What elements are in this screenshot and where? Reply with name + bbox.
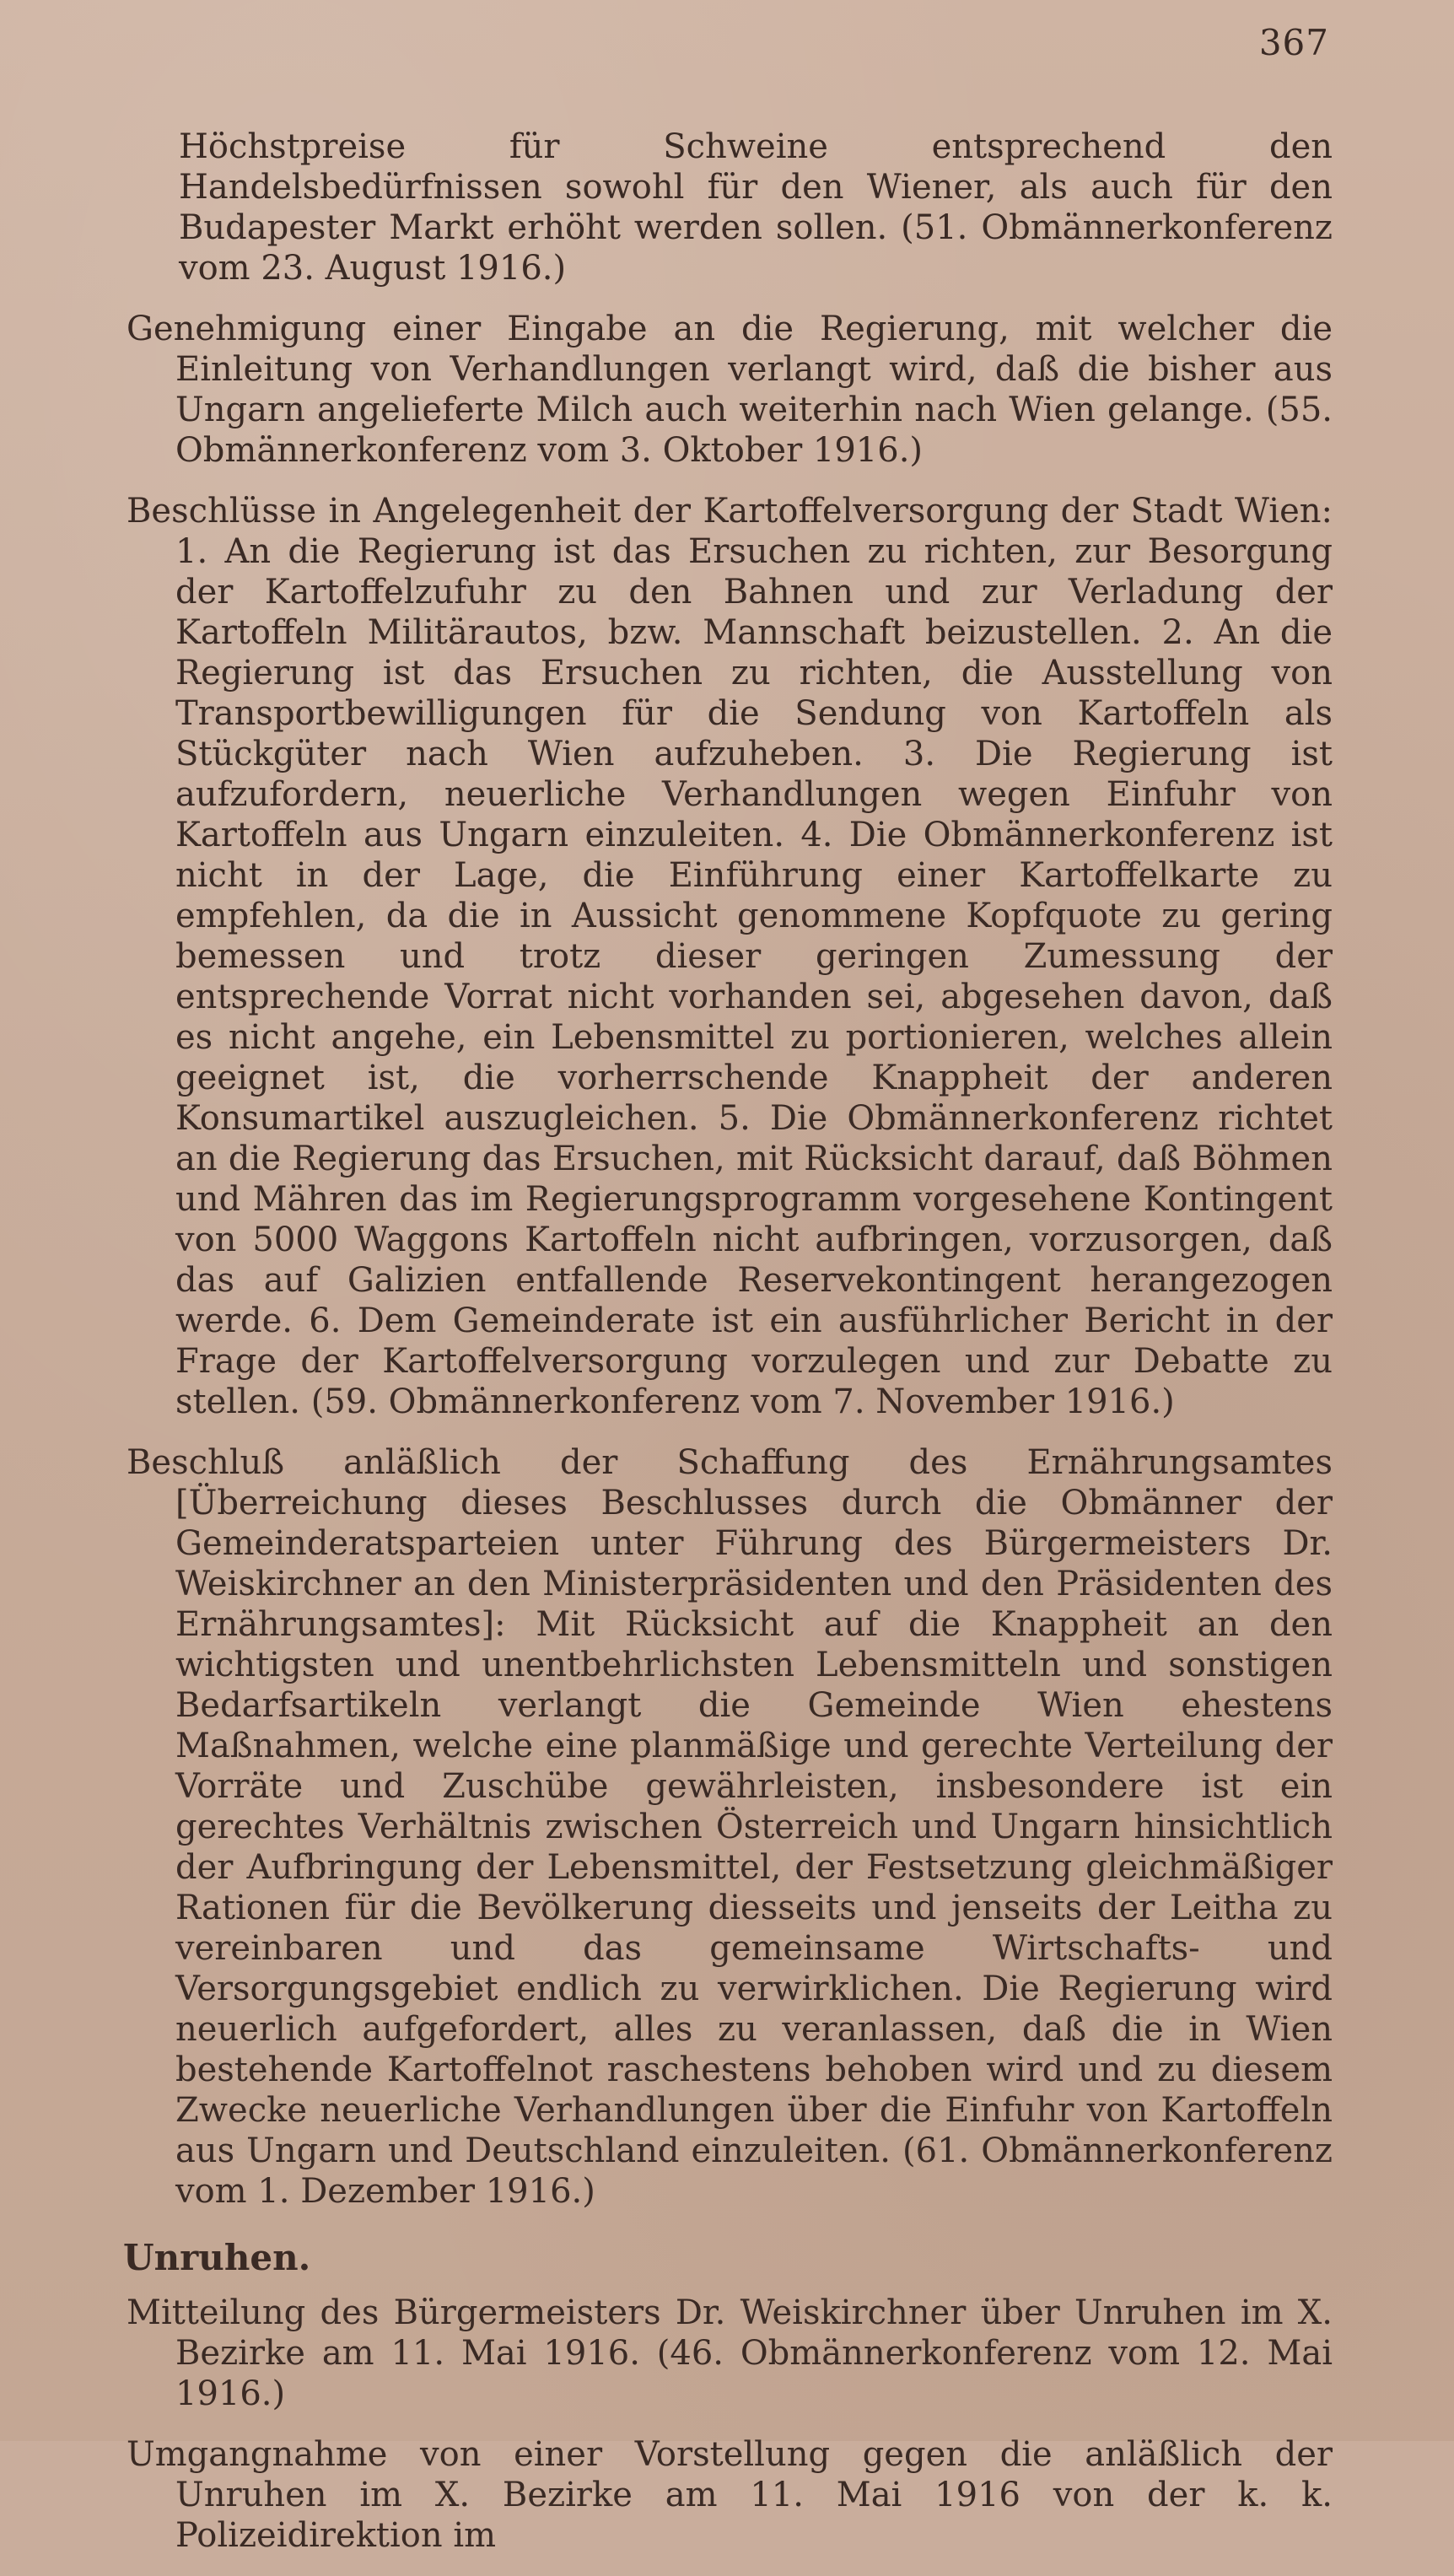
entry-food-office-resolution: Beschluß anläßlich der Schaffung des Ernährungsamtes [Überreichung dieses Beschlusses durch die Obmänner der Gemeinderatsparteien unter Führung des Bürgermeisters Dr. Weiskirchner an den Ministerpräsidenten und den Präsidenten des Ernährungsamtes]: Mit Rücksicht auf die Knappheit an den wichtigsten und unentbehrlichsten Lebensmitteln und sonstigen Bedarfsartikeln verlangt die Gemeinde Wien ehestens Maßnahmen, welche eine planmäßige und gerechte Verteilung der Vorräte und Zuschübe gewährleisten, insbesondere ist ein gerechtes Verhältnis zwischen Österreich und Ungarn hinsichtlich der Aufbringung der Lebensmittel, der Festsetzung gleichmäßiger Rationen für die Bevölkerung diesseits und jenseits der Leitha zu vereinbaren und das gemeinsame Wirtschafts- und Versorgungsgebiet endlich zu verwirklichen. Die Regierung wird neuerlich aufgefordert, alles zu veranlassen, daß die in Wien bestehende Kartoffelnot raschestens behoben wird und zu diesem Zwecke neuerliche Verhandlungen über die Einfuhr von Kartoffeln aus Ungarn und Deutschland einzuleiten. (61. Obmännerkonferenz vom 1. Dezember 1916.) — [127, 1443, 1333, 2211]
entry-unrest-complaint: Umgangnahme von einer Vorstellung gegen die anläßlich der Unruhen im X. Bezirke am 11. Mai 1916 von der k. k. Polizeidirektion im — [127, 2435, 1333, 2555]
entry-potato-supply-resolutions: Beschlüsse in Angelegenheit der Kartoffelversorgung der Stadt Wien: 1. An die Regierung ist das Ersuchen zu richten, zur Besorgung der Kartoffelzufuhr zu den Bahnen und zur Verladung der Kartoffeln Militärautos, bzw. Mannschaft beizustellen. 2. An die Regierung ist das Ersuchen zu richten, die Ausstellung von Transportbewilligungen für die Sendung von Kartoffeln als Stückgüter nach Wien aufzuheben. 3. Die Regierung ist aufzufordern, neuerliche Verhandlungen wegen Einfuhr von Kartoffeln aus Ungarn einzuleiten. 4. Die Obmännerkonferenz ist nicht in der Lage, die Einführung einer Kartoffelkarte zu empfehlen, da die in Aussicht genommene Kopfquote zu gering bemessen und trotz dieser geringen Zumessung der entsprechende Vorrat nicht vorhanden sei, abgesehen davon, daß es nicht angehe, ein Lebensmittel zu portionieren, welches allein geeignet ist, die vorherrschende Knappheit der anderen Konsumartikel auszugleichen. 5. Die Obmännerkonferenz richtet an die Regierung das Ersuchen, mit Rücksicht darauf, daß Böhmen und Mähren das im Regierungsprogramm vorgesehene Kontingent von 5000 Waggons Kartoffeln nicht aufbringen, vorzusorgen, daß das auf Galizien entfallende Reservekontingent herangezogen werde. 6. Dem Gemeinderate ist ein ausführlicher Bericht in der Frage der Kartoffelversorgung vorzulegen und zur Debatte zu stellen. (59. Obmännerkonferenz vom 7. November 1916.) — [127, 492, 1333, 1421]
section-heading-unrest: Unruhen. — [123, 2237, 311, 2278]
entry-pork-prices: Höchstpreise für Schweine entsprechend den Handelsbedürfnissen sowohl für den Wiener, als auch für den Budapester Markt erhöht werden sollen. (51. Obmännerkonferenz vom 23. August 1916.) — [179, 127, 1333, 288]
page-number: 367 — [1258, 22, 1329, 63]
entry-milk-petition: Genehmigung einer Eingabe an die Regierung, mit welcher die Einleitung von Verhandlungen verlangt wird, daß die bisher aus Ungarn angelieferte Milch auch weiterhin nach Wien gelange. (55. Obmännerkonferenz vom 3. Oktober 1916.) — [127, 310, 1333, 470]
entry-unrest-announcement: Mitteilung des Bürgermeisters Dr. Weiskirchner über Unruhen im X. Bezirke am 11. Mai 1916. (46. Obmännerkonferenz vom 12. Mai 1916.) — [127, 2293, 1333, 2413]
page-content — [123, 127, 1333, 2576]
